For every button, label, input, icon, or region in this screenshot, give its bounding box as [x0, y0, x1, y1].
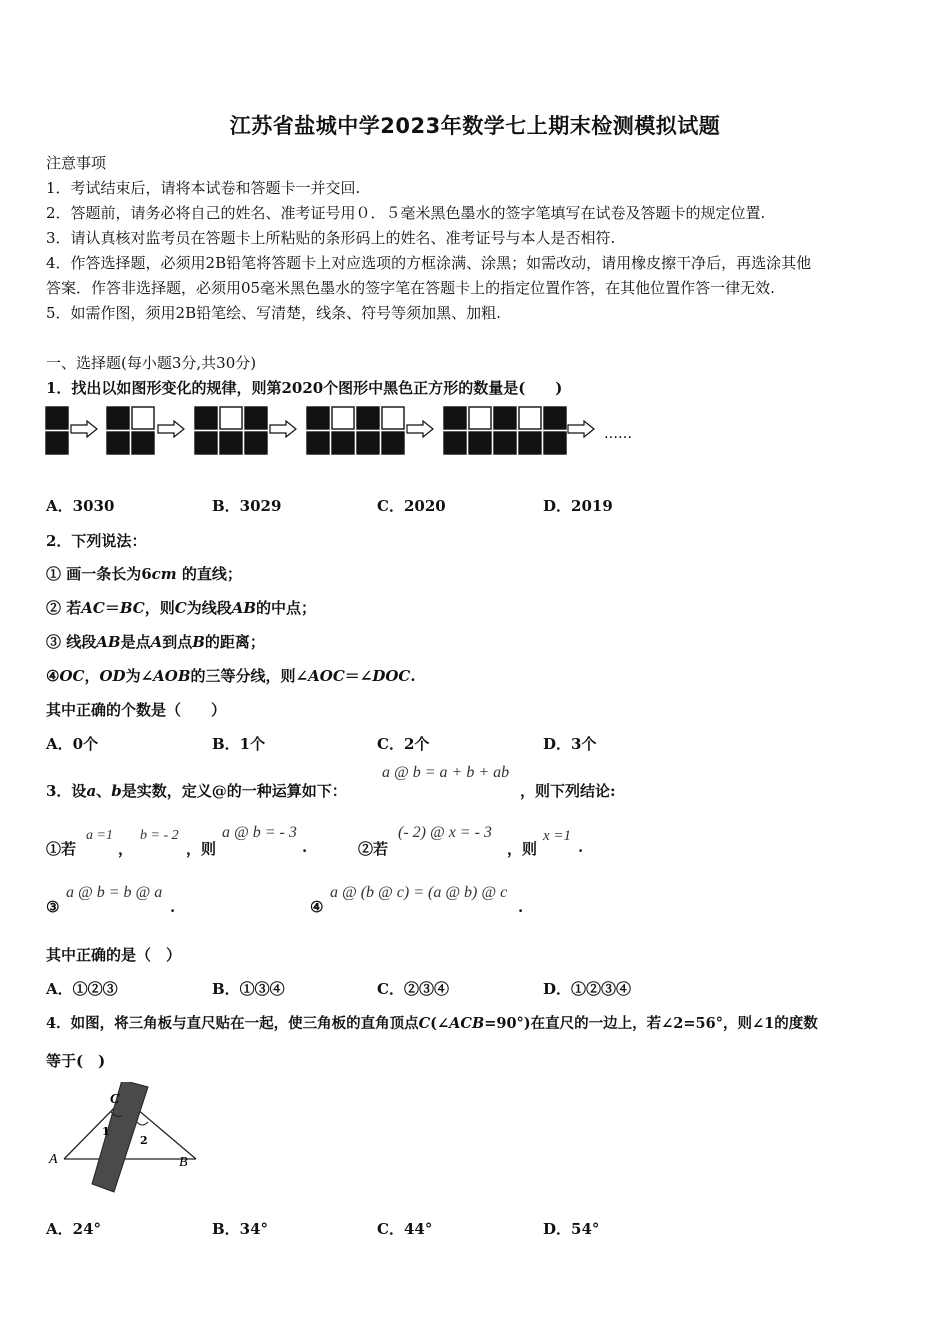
q3-claim-1-dot: . [302, 838, 308, 856]
q4-option-b[interactable]: B．34° [212, 1220, 269, 1238]
pattern-3-bottom-square-3 [245, 432, 267, 454]
pattern-4-top-square-3 [357, 407, 379, 429]
pattern-arrow-1 [71, 421, 97, 437]
pattern-1-top-square-1 [46, 407, 68, 429]
q4-stem-line-2: 等于( ) [46, 1052, 106, 1070]
q3-definition: a @ b = a + b + ab [382, 764, 510, 781]
q4-option-c[interactable]: C．44° [377, 1220, 433, 1238]
pattern-5-top-square-3 [494, 407, 516, 429]
q3-claim-1-result: a @ b = - 3 [222, 824, 297, 841]
notice-heading: 注意事项 [46, 154, 107, 172]
pattern-4-bottom-square-1 [307, 432, 329, 454]
q3-option-c[interactable]: C．②③④ [377, 980, 449, 998]
pattern-4-top-square-2 [332, 407, 354, 429]
q2-option-a[interactable]: A．0个 [46, 735, 99, 753]
q1-option-d[interactable]: D．2019 [543, 497, 613, 515]
label-a: A [49, 1152, 58, 1167]
q3-claim-1-a: a =1 [86, 828, 113, 843]
q3-claim-3-label: ③ [46, 898, 60, 916]
notice-item-2: 2．答题前，请务必将自己的姓名、准考证号用０．５毫米黑色墨水的签字笔填写在试卷及答题卡的规定位置. [46, 204, 766, 222]
q2-statement-2: ② 若AC＝BC，则C为线段AB的中点； [46, 599, 317, 617]
pattern-2-bottom-square-1 [107, 432, 129, 454]
label-c: C [110, 1092, 120, 1107]
q3-ask: 其中正确的是（ ） [46, 946, 182, 964]
notice-item-4: 4．作答选择题，必须用2B铅笔将答题卡上对应选项的方框涂满、涂黑；如需改动，请用橡皮擦干净后，再选涂其他 [46, 254, 812, 272]
section-heading: 一、选择题(每小题3分,共30分) [46, 354, 257, 372]
notice-item-5: 5．如需作图，须用2B铅笔绘、写清楚，线条、符号等须加黑、加粗. [46, 304, 501, 322]
q3-claim-1-then: ，则 [186, 840, 217, 858]
q3-claim-2-then: ，则 [507, 840, 538, 858]
q1-pattern-figure [44, 404, 644, 462]
pattern-3-top-square-2 [220, 407, 242, 429]
q3-claim-3-dot: . [170, 898, 176, 916]
q4-option-d[interactable]: D．54° [543, 1220, 600, 1238]
q3-claim-2-premise: (- 2) @ x = - 3 [398, 824, 492, 841]
pattern-2-bottom-square-2 [132, 432, 154, 454]
notice-item-4-cont: 答案．作答非选择题，必须用05毫米黑色墨水的签字笔在答题卡上的指定位置作答，在其他位置作答一律无效. [46, 279, 775, 297]
pattern-3-top-square-1 [195, 407, 217, 429]
q1-option-c[interactable]: C．2020 [377, 497, 446, 515]
pattern-5-bottom-square-4 [519, 432, 541, 454]
q2-option-c[interactable]: C．2个 [377, 735, 430, 753]
pattern-3-bottom-square-1 [195, 432, 217, 454]
pattern-4-top-square-1 [307, 407, 329, 429]
q1-option-a[interactable]: A．3030 [46, 497, 115, 515]
pattern-3-bottom-square-2 [220, 432, 242, 454]
q3-claim-2-result: x =1 [543, 828, 572, 844]
q3-claim-1-label: ①若 [46, 840, 77, 858]
pattern-4-bottom-square-2 [332, 432, 354, 454]
pattern-5-bottom-square-3 [494, 432, 516, 454]
pattern-1-bottom-square-1 [46, 432, 68, 454]
q3-claim-2-dot: . [578, 838, 584, 856]
pattern-arrow-3 [270, 421, 296, 437]
pattern-arrow-2 [158, 421, 184, 437]
q3-claim-4-dot: . [518, 898, 524, 916]
pattern-arrow-5 [568, 421, 594, 437]
pattern-5-bottom-square-2 [469, 432, 491, 454]
pattern-2-top-square-2 [132, 407, 154, 429]
q3-option-a[interactable]: A．①②③ [46, 980, 118, 998]
pattern-ellipsis: …… [604, 426, 632, 442]
q1-stem: 1．找出以如图形变化的规律，则第2020个图形中黑色正方形的数量是( ) [46, 379, 563, 397]
pattern-4-top-square-4 [382, 407, 404, 429]
page-title: 江苏省盐城中学2023年数学七上期末检测模拟试题 [229, 114, 721, 138]
pattern-group [46, 407, 594, 454]
q2-option-d[interactable]: D．3个 [543, 735, 597, 753]
q2-option-b[interactable]: B．1个 [212, 735, 266, 753]
q3-claim-4-expr: a @ (b @ c) = (a @ b) @ c [330, 884, 508, 901]
pattern-5-top-square-1 [444, 407, 466, 429]
label-angle-2: 2 [140, 1134, 148, 1147]
q3-claim-1-b: b = - 2 [140, 828, 179, 843]
notice-item-3: 3．请认真核对监考员在答题卡上所粘贴的条形码上的姓名、准考证号与本人是否相符. [46, 229, 616, 247]
pattern-5-top-square-5 [544, 407, 566, 429]
q3-claim-2-label: ②若 [358, 840, 389, 858]
pattern-5-top-square-2 [469, 407, 491, 429]
q2-stem: 2．下列说法： [46, 532, 147, 550]
angle-2-arc [137, 1122, 148, 1125]
q3-claim-4-label: ④ [310, 898, 324, 916]
q1-option-b[interactable]: B．3029 [212, 497, 282, 515]
q3-option-d[interactable]: D．①②③④ [543, 980, 632, 998]
q3-stem: 3．设a、b是实数，定义@的一种运算如下： [46, 782, 347, 800]
q2-statement-3: ③ 线段AB是点A到点B的距离； [46, 633, 265, 651]
q2-ask: 其中正确的个数是（ ） [46, 701, 227, 719]
pattern-arrow-4 [407, 421, 433, 437]
notice-item-1: 1．考试结束后，请将本试卷和答题卡一并交回. [46, 179, 361, 197]
pattern-4-bottom-square-3 [357, 432, 379, 454]
pattern-2-top-square-1 [107, 407, 129, 429]
pattern-5-bottom-square-5 [544, 432, 566, 454]
pattern-3-top-square-3 [245, 407, 267, 429]
q2-statement-1: ① 画一条长为6cm 的直线； [46, 565, 242, 583]
pattern-4-bottom-square-4 [382, 432, 404, 454]
pattern-5-bottom-square-1 [444, 432, 466, 454]
q4-option-a[interactable]: A．24° [46, 1220, 102, 1238]
q2-statement-4: ④OC，OD为∠AOB的三等分线，则∠AOC＝∠DOC. [46, 667, 416, 685]
q3-claim-3-expr: a @ b = b @ a [66, 884, 163, 901]
q3-option-b[interactable]: B．①③④ [212, 980, 285, 998]
q3-claim-1-comma: ， [118, 840, 134, 858]
pattern-5-top-square-4 [519, 407, 541, 429]
label-angle-1: 1 [102, 1125, 110, 1138]
q3-stem-end: ，则下列结论: [520, 782, 616, 800]
q4-triangle-ruler-figure [44, 1082, 214, 1194]
label-b: B [179, 1155, 188, 1170]
q4-stem-line-1: 4．如图，将三角板与直尺贴在一起，使三角板的直角顶点C(∠ACB=90°)在直尺的一边上，若∠2=56°，则∠1的度数 [46, 1015, 818, 1032]
